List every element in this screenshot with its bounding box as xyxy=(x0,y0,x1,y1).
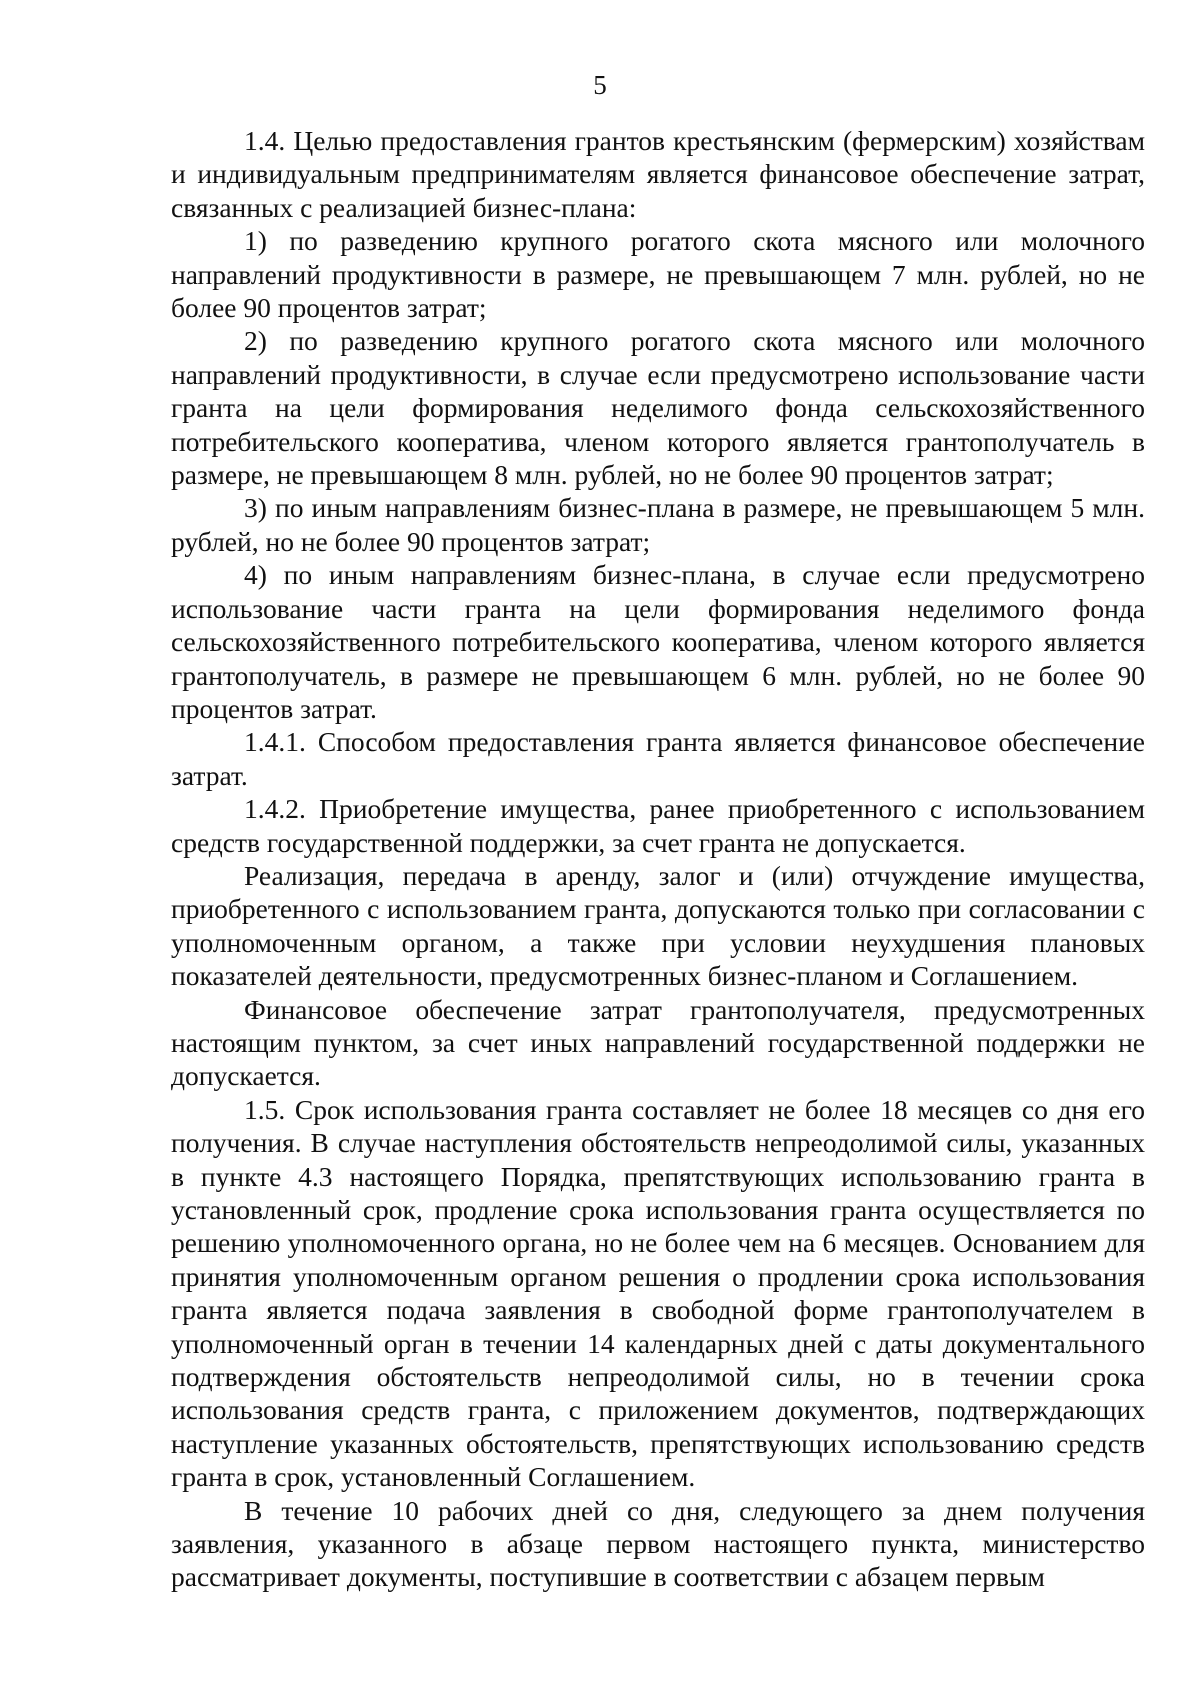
paragraph-1-4-1: 1.4.1. Способом предоставления гранта является финансовое обеспечение затрат. xyxy=(171,726,1145,791)
document-body xyxy=(171,124,1145,1594)
paragraph-1-4-2: 1.4.2. Приобретение имущества, ранее приобретенного с использованием средств государственной поддержки, за счет гранта не допускается. xyxy=(171,793,1145,858)
paragraph-item-1: 1) по разведению крупного рогатого скота мясного или молочного направлений продуктивности в размере, не превышающем 7 млн. рублей, но не более 90 процентов затрат; xyxy=(171,225,1145,324)
paragraph-1-4: 1.4. Целью предоставления грантов крестьянским (фермерским) хозяйствам и индивидуальным предпринимателям является финансовое обеспечение затрат, связанных с реализацией бизнес-плана: xyxy=(171,125,1145,223)
paragraph-item-4: 4) по иным направлениям бизнес-плана, в случае если предусмотрено использование части гранта на цели формирования неделимого фонда сельскохозяйственного потребительского кооператива, членом которого является грантополучатель, в размере не превышающем 6 млн. рублей, но не более 90 процентов затрат. xyxy=(171,559,1145,724)
paragraph-financing-restriction: Финансовое обеспечение затрат грантополучателя, предусмотренных настоящим пунктом, за счет иных направлений государственной поддержки не допускается. xyxy=(171,993,1145,1092)
page-number: 5 xyxy=(593,70,607,100)
paragraph-review-period: В течение 10 рабочих дней со дня, следующего за днем получения заявления, указанного в абзаце первом настоящего пункта, министерство рассматривает документы, поступившие в соответствии с абзацем первым xyxy=(171,1494,1145,1593)
paragraph-item-2: 2) по разведению крупного рогатого скота мясного или молочного направлений продуктивности, в случае если предусмотрено использование части гранта на цели формирования неделимого фонда сельскохозяйственного потребительского кооператива, членом которого является грантополучатель в размере, не превышающем 8 млн. рублей, но не более 90 процентов затрат; xyxy=(171,325,1145,491)
paragraph-item-3: 3) по иным направлениям бизнес-плана в размере, не превышающем 5 млн. рублей, но не более 90 процентов затрат; xyxy=(171,492,1145,557)
paragraph-1-5: 1.5. Срок использования гранта составляет не более 18 месяцев со дня его получения. В случае наступления обстоятельств непреодолимой силы, указанных в пункте 4.3 настоящего Порядка, препятствующих использованию гранта в установленный срок, продление срока использования гранта осуществляется по решению уполномоченного органа, но не более чем на 6 месяцев. Основанием для принятия уполномоченным органом решения о продлении срока использования гранта является подача заявления в свободной форме грантополучателем в уполномоченный орган в течении 14 календарных дней с даты документального подтверждения обстоятельств непреодолимой силы, но в течении срока использования средств гранта, с приложением документов, подтверждающих наступление указанных обстоятельств, препятствующих использованию средств гранта в срок, установленный Соглашением. xyxy=(171,1093,1145,1493)
paragraph-property-use: Реализация, передача в аренду, залог и (или) отчуждение имущества, приобретенного с использованием гранта, допускаются только при согласовании с уполномоченным органом, а также при условии неухудшения плановых показателей деятельности, предусмотренных бизнес-планом и Соглашением. xyxy=(171,859,1145,992)
